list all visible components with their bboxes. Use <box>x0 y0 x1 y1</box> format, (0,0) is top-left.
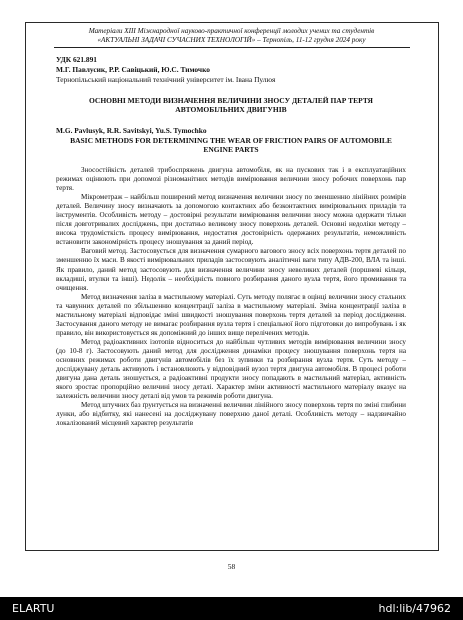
article-body <box>56 166 406 428</box>
conference-header-line-2: «АКТУАЛЬНІ ЗАДАЧІ СУЧАСНИХ ТЕХНОЛОГІЙ» – Тернопіль, 11-12 грудня 2024 року <box>97 36 366 44</box>
body-paragraph: Метод радіоактивних ізотопів відноситься до найбільш чутливих методів вимірювання величини зносу (до 10-8 г). Застосовують даний метод для дослідження динаміки процесу зношування поверхонь тертя на основних режимах роботи двигунів автомобілів без їх зупинки та розбирання вузла тертя. Суть методу – досліджувану деталь активують і встановлюють у відповідний вузол тертя двигуна автомобіля. В процесі роботи двигуна дана деталь зношується, а радіоактивні продукти зносу попадають в мастильний матеріал, активність якого зростає пропорційно величині зносу деталі. Характер зміни активності мастильного матеріалу вказує на залежність величини зносу деталі від умов та режимів роботи двигуна. <box>56 337 406 401</box>
title-ukrainian: ОСНОВНІ МЕТОДИ ВИЗНАЧЕННЯ ВЕЛИЧИНИ ЗНОСУ ДЕТАЛЕЙ ПАР ТЕРТЯ АВТОМОБІЛЬНИХ ДВИГУНІВ <box>89 96 373 114</box>
authors-english: M.G. Pavlusyk, R.R. Savitskyi, Yu.S. Tymochko <box>56 126 207 135</box>
udc-code: УДК 621.891 <box>56 55 97 64</box>
page-number: 58 <box>227 562 236 571</box>
body-paragraph: Мікрометраж – найбільш поширений метод визначення величини зносу по зменшенню лінійних розмірів деталей. Величину зносу визначають за допомогою контактних або безконтактних вимірювальних приладів та інструментів. Особливість методу – достовірні результати вимірювання величини зносу можна одержати тільки після довготривалих досліджень, при достатньо великому зносу поверхонь деталей. Основні недоліки методу – висока трудомісткість процесу вимірювання, недостатня достовірність одержаних результатів, неможливість встановити закономірність процесу зношування за даний період. <box>56 193 406 247</box>
conference-header-line-1: Матеріали XIII Міжнародної науково-практичної конференції молодих учених та студентів <box>88 27 375 35</box>
body-paragraph: Ваговий метод. Застосовується для визначення сумарного вагового зносу всіх поверхонь тертя деталей по зменшенню їх маси. В якості вимірювальних приладів застосовують аналітичні ваги типу АДВ-200, ВЛА та інші. Як правило, даний метод застосовують для визначення величини зносу невеликих деталей (поршневі кільця, вкладиші, втулки та інші). Недолік – необхідність повного розбирання даного вузла тертя, його промивання та очищення. <box>56 247 406 292</box>
body-paragraph: Метод штучних баз ґрунтується на визначенні величини лінійного зносу поверхонь тертя по зміні глибини лунки, або відбитку, які нанесені на досліджувану поверхню даної деталі. Особливість методу – надзвичайно локалізований місцевий характер результатів <box>56 401 406 428</box>
header-divider <box>54 47 410 48</box>
authors-ukrainian: М.Г. Павлусик, Р.Р. Савіцький, Ю.С. Тимочко <box>56 65 210 74</box>
title-english: BASIC METHODS FOR DETERMINING THE WEAR OF FRICTION PAIRS OF AUTOMOBILE ENGINE PARTS <box>70 136 392 154</box>
repository-footer <box>0 597 463 620</box>
body-paragraph: Метод визначення заліза в мастильному матеріалі. Суть методу полягає в оцінці величини зносу стальних та чавунних деталей по збільшенню концентрації заліза в мастильному матеріалі. Зміна концентрації заліза в мастильному матеріалі відповідає зміні швидкості зношування поверхонь тертя деталей за період дослідження. Застосування даного методу не вимагає розбирання вузла тертя і спеціальної його підготовки до випробувань і як правило, він використовується як допоміжний до інших вище перелічених методів. <box>56 292 406 337</box>
repository-name: ELARTU <box>12 602 55 615</box>
body-paragraph: Зносостійкість деталей трибоспряжень двигуна автомобіля, як на пускових так і в експлуатаційних режимах оцінюють при допомозі різноманітних методів вимірювання величини зносу робочих поверхонь пар тертя. <box>56 166 406 193</box>
affiliation: Тернопільський національний технічний університет ім. Івана Пулюя <box>56 75 276 84</box>
handle-link[interactable]: hdl:lib/47962 <box>378 602 451 615</box>
